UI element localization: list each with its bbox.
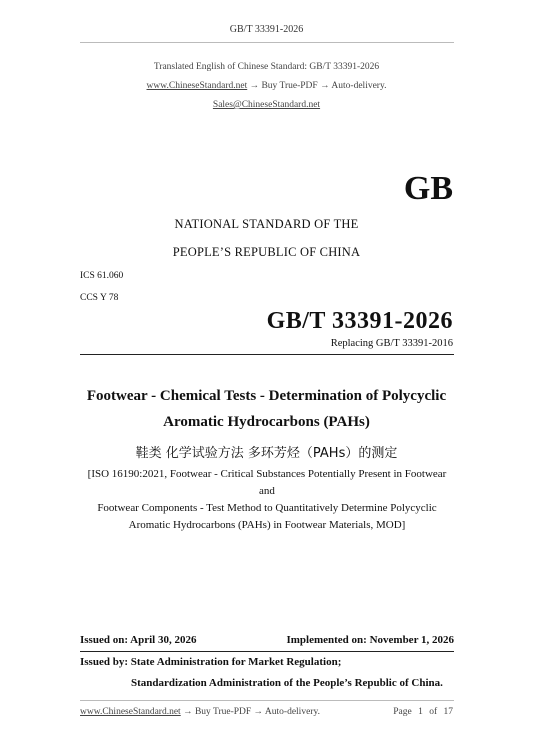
- iso-reference-line1: [ISO 16190:2021, Footwear - Critical Substances Potentially Present in Footwear and: [87, 468, 447, 497]
- purchase-text: → Buy True-PDF → Auto-delivery.: [247, 81, 387, 91]
- footer-rule: [80, 700, 454, 701]
- implemented-date: Implemented on: November 1, 2026: [286, 634, 454, 646]
- of-label: of: [429, 707, 438, 717]
- footer-website-link[interactable]: www.ChineseStandard.net: [80, 707, 181, 717]
- issued-date: Issued on: April 30, 2026: [80, 634, 197, 646]
- chinese-title: 鞋类 化学试验方法 多环芳烃（PAHs）的测定: [135, 446, 398, 461]
- iso-reference: [80, 466, 454, 534]
- page-label: Page: [393, 707, 412, 717]
- title-line2: Aromatic Hydrocarbons (PAHs): [163, 414, 370, 430]
- title-rule: [80, 354, 454, 355]
- dates-row: [80, 634, 454, 646]
- iso-reference-line3: Aromatic Hydrocarbons (PAHs) in Footwear Materials, MOD]: [128, 519, 406, 531]
- header-rule: [80, 42, 454, 43]
- standard-number: GB/T 33391-2026: [266, 308, 453, 334]
- page-total: 17: [443, 707, 453, 717]
- issuer-rule: [80, 651, 454, 652]
- footer-purchase-text: → Buy True-PDF → Auto-delivery.: [180, 707, 320, 717]
- gb-logo-text: GB: [403, 170, 453, 207]
- replacing-standard: Replacing GB/T 33391-2016: [330, 338, 453, 349]
- email-link[interactable]: Sales@ChineseStandard.net: [212, 100, 321, 110]
- issuer-line2: Standardization Administration of the People’s Republic of China.: [131, 677, 443, 689]
- running-header: GB/T 33391-2026: [229, 24, 304, 35]
- ics-code: ICS 61.060: [80, 271, 124, 281]
- website-link[interactable]: www.ChineseStandard.net: [146, 81, 248, 91]
- iso-reference-line2: Footwear Components - Test Method to Quantitatively Determine Polycyclic: [97, 502, 437, 514]
- purchase-line: [0, 81, 533, 91]
- title-line1: Footwear - Chemical Tests - Determination of Polycyclic: [86, 388, 447, 404]
- national-standard-line1: NATIONAL STANDARD OF THE: [174, 217, 359, 231]
- ccs-code: CCS Y 78: [80, 293, 119, 303]
- page-indicator: [393, 707, 453, 717]
- issuer-line1: Issued by: State Administration for Market Regulation;: [80, 656, 342, 668]
- footer-purchase-line: [80, 707, 320, 717]
- page-number: 1: [418, 707, 423, 717]
- email-line: [0, 100, 533, 110]
- national-standard-line2: PEOPLE’S REPUBLIC OF CHINA: [172, 245, 361, 259]
- translation-note: Translated English of Chinese Standard: GB/T 33391-2026: [153, 62, 380, 72]
